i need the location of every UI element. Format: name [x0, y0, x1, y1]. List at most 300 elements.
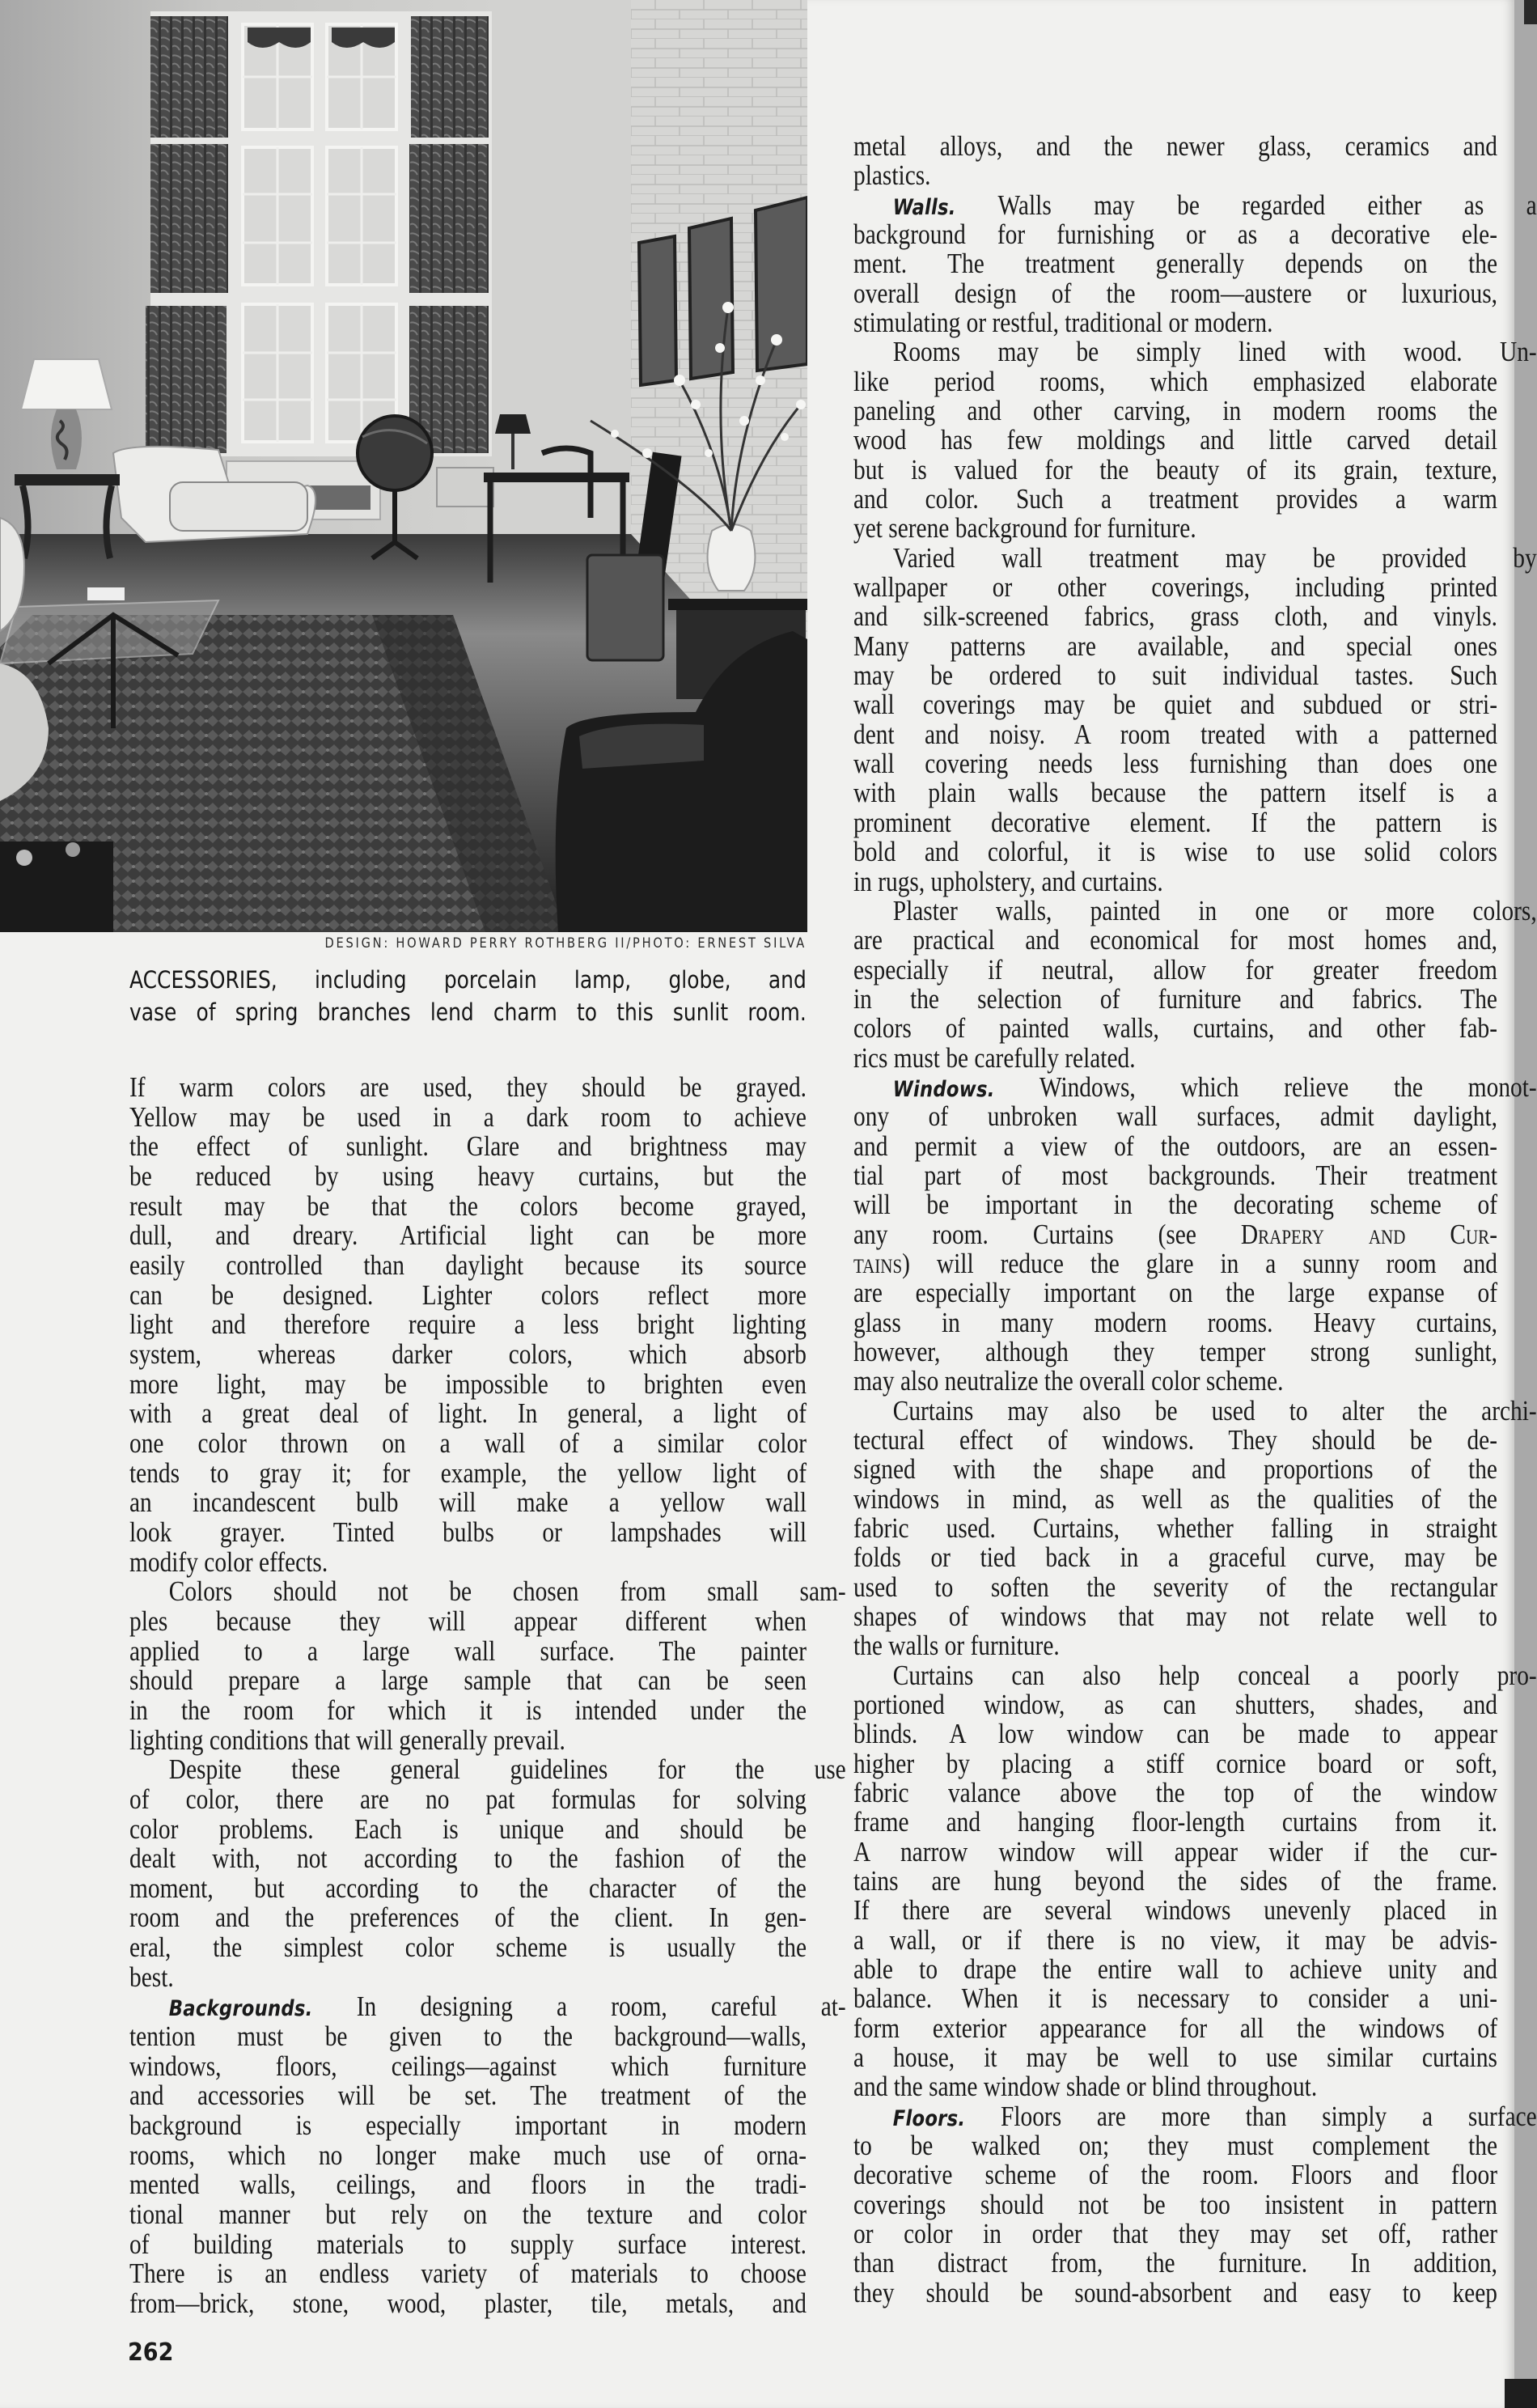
text-line-content: [853, 2219, 1497, 2249]
text-run: fabric valance above the top of the window: [853, 1777, 1497, 1809]
text-run: mented walls, ceilings, and floors in the tradi-: [129, 2168, 807, 2201]
text-line-content: [853, 1190, 1497, 1219]
text-line: [129, 1159, 807, 1192]
text-line: [853, 602, 1497, 631]
text-line: [129, 1367, 807, 1400]
text-run: from—brick, stone, wood, plaster, tile, metals, and: [129, 2287, 807, 2320]
text-line: [129, 2081, 807, 2110]
text-line: [129, 1073, 807, 1102]
text-run: and silk-screened fabrics, grass cloth, and vinyls.: [853, 600, 1497, 633]
text-line: [853, 1896, 1497, 1925]
text-run: ) will reduce the glare in a sunny room and: [902, 1247, 1497, 1279]
text-line-content: [853, 1014, 1497, 1043]
text-line: [853, 1335, 1497, 1367]
text-line: [853, 2219, 1497, 2249]
text-line-content: [853, 2043, 1497, 2072]
text-line-content: [129, 1251, 807, 1280]
text-line: [129, 1399, 807, 1428]
text-line-content: [129, 1310, 807, 1339]
text-line-content: [129, 1399, 807, 1428]
text-run: moment, but according to the character of the: [129, 1872, 807, 1904]
text-run: system, whereas darker colors, which absorb: [129, 1338, 807, 1370]
text-line-content: [129, 1723, 565, 1756]
section-run-in-heading: Windows.: [892, 1076, 995, 1102]
text-run: light and therefore require a less bright lighting: [129, 1308, 807, 1341]
text-line: [853, 2276, 1497, 2308]
text-run: Colors should not be chosen from small sam-: [168, 1575, 846, 1608]
text-run: form exterior appearance for all the windows of: [853, 2012, 1497, 2044]
text-run: and permit a view of the outdoors, are an essen-: [853, 1130, 1497, 1162]
text-run: If there are several windows unevenly placed in: [853, 1894, 1497, 1927]
text-run: will be important in the decorating scheme of: [853, 1189, 1497, 1221]
text-line: [853, 1573, 1497, 1602]
text-line: [853, 2014, 1497, 2043]
text-run: one color thrown on a wall of a similar color: [129, 1427, 807, 1459]
text-line-content: [853, 1867, 1497, 1896]
text-line: [853, 1482, 1497, 1515]
text-run: Varied wall treatment may be provided by: [892, 541, 1537, 574]
text-line-content: [129, 1755, 846, 1784]
photo-caption-line-1: ACCESSORIES, including porcelain lamp, globe, and: [129, 966, 807, 994]
text-line: [853, 1867, 1497, 1896]
text-run: and color. Such a treatment provides a warm: [853, 483, 1497, 515]
text-run: an incandescent bulb will make a yellow wall: [129, 1486, 807, 1519]
text-line: [129, 1990, 846, 2023]
text-line-content: [853, 2190, 1497, 2219]
text-run: in rugs, upholstery, and curtains.: [853, 865, 1163, 897]
text-line: [853, 1014, 1497, 1043]
text-run: with plain walls because the pattern itself is a: [853, 777, 1497, 809]
text-line-content: [853, 1573, 1497, 1602]
text-line-content: [129, 2200, 807, 2229]
text-line: [853, 367, 1497, 396]
text-line-content: [853, 2072, 1317, 2101]
text-line-content: [853, 1690, 1497, 1719]
text-line-content: [129, 1634, 807, 1667]
text-run: a wall, or if there is no view, it may be advis-: [853, 1923, 1497, 1956]
text-run: to be walked on; they must complement the: [853, 2130, 1497, 2162]
text-line: [853, 953, 1497, 986]
page-number: 262: [128, 2338, 174, 2367]
text-run: Yellow may be used in a dark room to achieve: [129, 1100, 807, 1133]
text-run: more light, may be impossible to brighten even: [129, 1367, 807, 1400]
text-line-content: [129, 1696, 807, 1725]
text-line-content: [853, 837, 1497, 867]
text-run: If warm colors are used, they should be grayed.: [129, 1071, 807, 1103]
text-line: [129, 2200, 807, 2229]
text-line-content: [129, 1607, 807, 1636]
text-line: [129, 1963, 807, 1992]
text-line-content: [129, 1073, 807, 1102]
text-line: [129, 1785, 807, 1814]
text-line: [853, 894, 1537, 926]
text-line: [853, 1190, 1497, 1219]
text-line: [853, 720, 1497, 749]
text-line-content: [853, 1602, 1497, 1631]
text-run: dealt with, not according to the fashion of the: [129, 1842, 807, 1875]
text-line-content: [853, 1132, 1497, 1161]
text-line-content: [853, 1220, 1497, 1249]
text-run: Curtains can also help conceal a poorly pro-: [892, 1659, 1537, 1691]
text-run: Floors are more than simply a surface: [1001, 2100, 1537, 2132]
text-run: Windows, which relieve the monot-: [1039, 1070, 1537, 1103]
text-line-content: [853, 2249, 1497, 2278]
text-line: [129, 1310, 807, 1339]
text-run: Many patterns are available, and special ones: [853, 630, 1497, 662]
text-line: [853, 749, 1497, 778]
text-line-content: [853, 720, 1497, 749]
text-line: [853, 867, 1497, 897]
text-run: shapes of windows that may not relate well to: [853, 1600, 1497, 1632]
text-run: and the same window shade or blind throughout.: [853, 2071, 1318, 2103]
text-run: a house, it may be well to use similar curtains: [853, 2041, 1497, 2074]
text-line: [129, 2052, 807, 2081]
text-line-content: [129, 1963, 174, 1992]
text-line-content: [853, 279, 1497, 308]
text-run: There is an endless variety of materials to choose: [129, 2258, 807, 2290]
section-run-in-heading: Walls.: [892, 194, 956, 220]
text-line-content: [853, 1423, 1497, 1456]
text-line: [129, 1100, 807, 1133]
text-run: look grayer. Tinted bulbs or lampshades will: [129, 1516, 807, 1548]
text-line: [853, 2131, 1497, 2160]
text-line: [853, 1543, 1497, 1572]
photo-credit: DESIGN: HOWARD PERRY ROTHBERG II/PHOTO: ERNEST SILVA: [324, 935, 807, 952]
text-line-content: [129, 1844, 807, 1873]
text-line: [129, 2230, 807, 2259]
text-line-content: [129, 1545, 328, 1578]
text-run: Plaster walls, painted in one or more colors,: [892, 894, 1537, 926]
text-line: [853, 514, 1497, 543]
text-line: [853, 249, 1497, 278]
text-run: Despite these general guidelines for the use: [168, 1753, 846, 1786]
text-run: used to soften the severity of the rectangular: [853, 1571, 1497, 1603]
text-line-content: [853, 191, 1537, 223]
text-line: [853, 1249, 1497, 1278]
text-line-content: [853, 1778, 1497, 1808]
text-line: [853, 690, 1497, 719]
text-line-content: [129, 1577, 846, 1606]
text-line: [129, 1844, 807, 1873]
text-line-content: [853, 485, 1497, 514]
text-line: [853, 220, 1497, 249]
text-line: [129, 1812, 807, 1845]
text-line-content: [853, 1335, 1497, 1367]
binding-shadow-bottom: [1505, 2379, 1537, 2408]
text-line: [853, 485, 1497, 514]
text-line: [853, 1631, 1497, 1660]
text-line-content: [853, 2276, 1497, 2308]
text-line: [129, 2259, 807, 2288]
text-line: [853, 778, 1497, 808]
room-photo-illustration: [0, 0, 807, 932]
text-line: [129, 2111, 807, 2140]
text-run: paneling and other carving, in modern rooms the: [853, 395, 1497, 427]
text-line-content: [853, 514, 1196, 543]
text-run: Walls may be regarded either as a: [997, 189, 1537, 221]
text-line: [853, 541, 1537, 574]
text-run: modify color effects.: [129, 1545, 328, 1578]
text-line: [853, 926, 1497, 955]
text-run: lighting conditions that will generally prevail.: [129, 1723, 565, 1756]
text-line: [853, 1394, 1537, 1427]
text-run: blinds. A low window can be made to appear: [853, 1718, 1497, 1750]
text-line: [853, 1308, 1497, 1338]
text-line: [853, 336, 1537, 368]
text-line: [853, 808, 1497, 837]
text-run: overall design of the room—austere or luxurious,: [853, 277, 1497, 309]
text-line-content: [129, 1278, 807, 1311]
text-line-content: [129, 1785, 807, 1814]
text-run: especially if neutral, allow for greater freedom: [853, 953, 1497, 986]
text-run: able to drape the entire wall to achieve unity and: [853, 1953, 1497, 1986]
text-line-content: [853, 1041, 1136, 1074]
text-run: bold and colorful, it is wise to use solid colors: [853, 836, 1497, 868]
text-run: ples because they will appear different when: [129, 1605, 807, 1637]
text-line-content: [853, 1631, 1060, 1660]
text-line: [129, 1666, 807, 1695]
text-line-content: [853, 337, 1537, 367]
text-line-content: [853, 867, 1163, 897]
text-line: [853, 661, 1497, 690]
text-line: [853, 837, 1497, 867]
text-line: [129, 1545, 807, 1578]
text-line: [853, 1659, 1537, 1691]
text-run: portioned window, as can shutters, shades, and: [853, 1689, 1497, 1721]
text-run: or color in order that they may set off, rather: [853, 2218, 1497, 2250]
text-line: [853, 2190, 1497, 2219]
text-line-content: [853, 1161, 1497, 1190]
text-line-content: [853, 1749, 1497, 1778]
text-line: [129, 1518, 807, 1547]
text-run: the walls or furniture.: [853, 1630, 1060, 1662]
text-line: [853, 2249, 1497, 2278]
text-line: [853, 1278, 1497, 1308]
text-line-content: [129, 1518, 807, 1547]
text-run: of building materials to supply surface interest.: [129, 2228, 807, 2260]
text-line-content: [853, 632, 1497, 661]
text-run: however, although they temper strong sunlight,: [853, 1335, 1497, 1367]
text-line: [129, 2141, 807, 2170]
text-line-content: [129, 2259, 807, 2288]
text-run: dent and noisy. A room treated with a patterned: [853, 718, 1497, 750]
text-line: [129, 1903, 807, 1932]
text-run: higher by placing a stiff cornice board or soft,: [853, 1747, 1497, 1779]
text-line-content: [853, 1719, 1497, 1749]
text-line-content: [129, 1367, 807, 1400]
text-line-content: [129, 1340, 807, 1369]
text-run: wall covering needs less furnishing than does one: [853, 748, 1497, 780]
text-line: [853, 2043, 1497, 2072]
text-run: prominent decorative element. If the pattern is: [853, 806, 1497, 838]
text-run: windows in mind, as well as the qualities of the: [853, 1482, 1497, 1515]
text-line: [129, 1456, 807, 1489]
text-line: [129, 1251, 807, 1280]
text-run: background is especially important in modern: [129, 2109, 807, 2142]
text-run: rooms, which no longer make much use of orna-: [129, 2139, 807, 2171]
text-line-content: [129, 1812, 807, 1845]
text-line-content: [129, 1488, 807, 1517]
text-run: decorative scheme of the room. Floors and floor: [853, 2159, 1497, 2191]
text-run: than distract from, the furniture. In addition,: [853, 2247, 1497, 2279]
text-run: can be designed. Lighter colors reflect more: [129, 1278, 807, 1311]
text-line-content: [853, 1808, 1497, 1837]
text-run: be reduced by using heavy curtains, but the: [129, 1159, 807, 1192]
text-line: [853, 2072, 1497, 2101]
text-line-content: [129, 1189, 807, 1222]
text-line-content: [129, 2081, 807, 2110]
text-line: [853, 1161, 1497, 1190]
text-run: metal alloys, and the newer glass, ceramics and: [853, 130, 1497, 162]
text-line: [129, 1933, 807, 1962]
text-line-content: [853, 2160, 1497, 2190]
text-line-content: [853, 1455, 1497, 1484]
text-line: [853, 1955, 1497, 1984]
text-line: [853, 308, 1497, 337]
text-run: tends to gray it; for example, the yellow light of: [129, 1456, 807, 1489]
text-line-content: [853, 367, 1497, 396]
text-run: of color, there are no pat formulas for solving: [129, 1783, 807, 1815]
text-line-content: [853, 308, 1272, 337]
text-run: rics must be carefully related.: [853, 1041, 1136, 1074]
text-line-content: [853, 602, 1497, 631]
text-line-content: [853, 1249, 1497, 1278]
text-line-content: [129, 1933, 807, 1962]
text-line-content: [853, 1923, 1497, 1956]
text-line-content: [853, 2102, 1537, 2134]
text-run: any room. Curtains (see: [853, 1218, 1241, 1250]
text-line: [129, 1340, 807, 1369]
text-line-content: [853, 1835, 1497, 1867]
text-line-content: [129, 1874, 807, 1903]
text-line-content: [853, 749, 1497, 778]
text-line: [853, 1220, 1497, 1249]
text-run: applied to a large wall surface. The painter: [129, 1634, 807, 1667]
text-line-content: [853, 1482, 1497, 1515]
text-line-content: [853, 1661, 1537, 1690]
text-run: result may be that the colors become grayed,: [129, 1189, 807, 1222]
text-line-content: [129, 2052, 807, 2081]
text-line: [853, 132, 1497, 161]
section-run-in-heading: Floors.: [892, 2105, 966, 2131]
text-line-content: [129, 1992, 846, 2024]
text-line: [853, 1719, 1497, 1749]
text-line: [129, 1874, 807, 1903]
text-line-content: [853, 573, 1497, 602]
text-run: balance. When it is necessary to consider a uni-: [853, 1982, 1497, 2015]
text-line-content: [853, 661, 1497, 690]
text-line: [853, 1423, 1497, 1456]
text-run: Curtains may also be used to alter the archi-: [892, 1394, 1537, 1427]
text-run: with a great deal of light. In general, a light of: [129, 1397, 807, 1430]
text-line-content: [129, 1221, 807, 1250]
text-line: [853, 1455, 1497, 1484]
text-run: windows, floors, ceilings—against which furniture: [129, 2050, 807, 2082]
text-line-content: [853, 161, 931, 190]
text-line: [853, 1041, 1497, 1074]
text-line: [129, 1221, 807, 1250]
text-run: eral, the simplest color scheme is usually the: [129, 1931, 807, 1964]
text-line-content: [853, 220, 1497, 249]
text-line: [853, 1367, 1497, 1396]
text-line: [853, 1132, 1497, 1161]
text-line-content: [129, 2170, 807, 2199]
text-run: stimulating or restful, traditional or modern.: [853, 307, 1273, 339]
text-line: [853, 396, 1497, 426]
text-line-content: [853, 541, 1537, 574]
text-run: may also neutralize the overall color scheme.: [853, 1365, 1284, 1397]
text-line-content: [853, 690, 1497, 719]
text-line: [129, 2289, 807, 2318]
text-line-content: [853, 1070, 1537, 1104]
text-line: [129, 1429, 807, 1458]
text-run: fabric used. Curtains, whether falling in straight: [853, 1511, 1497, 1544]
photo-caption-line-2: vase of spring branches lend charm to this sunlit room.: [129, 998, 807, 1026]
text-line-content: [853, 926, 1497, 955]
text-run: background for furnishing or as a decorative ele-: [853, 218, 1497, 251]
text-line-content: [853, 953, 1497, 986]
text-run: yet serene background for furniture.: [853, 512, 1196, 545]
text-line-content: [853, 1394, 1537, 1427]
binding-shadow: [1524, 0, 1537, 24]
text-line-content: [853, 1308, 1497, 1338]
text-line-content: [853, 249, 1497, 278]
text-run: plastics.: [853, 159, 931, 192]
text-run: wall coverings may be quiet and subdued or stri-: [853, 689, 1497, 721]
text-run: tial part of most backgrounds. Their treatment: [853, 1159, 1497, 1191]
text-line: [853, 1808, 1497, 1837]
text-run: and accessories will be set. The treatment of the: [129, 2079, 807, 2112]
text-run: may be ordered to suit individual tastes. Such: [853, 659, 1497, 692]
text-line: [853, 982, 1497, 1015]
text-line-content: [129, 1666, 807, 1695]
section-run-in-heading: Backgrounds.: [168, 1996, 313, 2022]
text-line: [129, 1723, 807, 1756]
text-line: [853, 1923, 1497, 1956]
text-line-content: [853, 982, 1497, 1015]
text-run: signed with the shape and proportions of the: [853, 1453, 1497, 1486]
text-line-content: [853, 2131, 1497, 2160]
text-run: colors of painted walls, curtains, and other fab-: [853, 1012, 1497, 1045]
text-line: [129, 1575, 846, 1608]
text-line: [129, 1189, 807, 1222]
text-line: [129, 1607, 807, 1636]
text-line-content: [853, 2014, 1497, 2043]
text-line: [853, 2100, 1537, 2132]
text-line: [129, 1488, 807, 1517]
text-run: wallpaper or other coverings, including printed: [853, 571, 1497, 604]
text-run: tention must be given to the background—walls,: [129, 2020, 807, 2053]
text-run: ony of unbroken wall surfaces, admit daylight,: [853, 1100, 1497, 1133]
text-line-content: [129, 2141, 807, 2170]
text-line-content: [129, 1903, 807, 1932]
text-line: [853, 161, 1497, 190]
text-line: [129, 1696, 807, 1725]
text-line: [853, 2160, 1497, 2190]
text-line: [853, 1690, 1497, 1719]
text-line: [853, 1778, 1497, 1808]
text-run: dull, and dreary. Artificial light can be more: [129, 1219, 807, 1252]
text-line: [853, 1602, 1497, 1631]
text-run: color problems. Each is unique and should be: [129, 1812, 807, 1845]
text-line-content: [129, 2111, 807, 2140]
text-run: tectural effect of windows. They should be de-: [853, 1423, 1497, 1456]
cross-reference: Drapery and Cur-: [1240, 1218, 1497, 1250]
text-line-content: [853, 1278, 1497, 1308]
text-run: they should be sound-absorbent and easy to keep: [853, 2276, 1497, 2308]
text-line: [129, 1753, 846, 1786]
text-line: [129, 1132, 807, 1161]
